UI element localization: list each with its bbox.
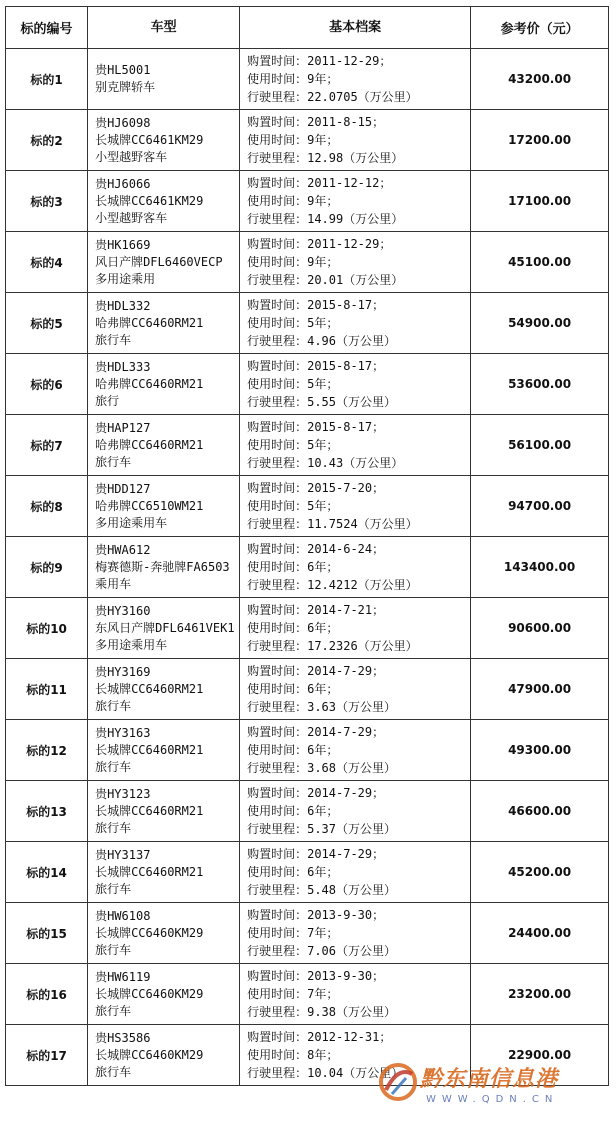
model-name: 长城牌CC6460RM21 (95, 681, 204, 696)
reference-price-cell: 49300.00 (471, 720, 609, 781)
plate-number: 贵HJ6098 (95, 115, 151, 130)
auction-table (5, 6, 609, 1086)
usage-time: 使用时间：5年； (247, 499, 339, 513)
model-type: 小型越野客车 (95, 149, 168, 164)
mileage: 行驶里程：5.55（万公里） (247, 395, 396, 409)
purchase-date: 购置时间：2015-8-17； (247, 359, 385, 373)
reference-price-cell: 56100.00 (471, 415, 609, 476)
purchase-date: 购置时间：2014-7-29； (247, 725, 385, 739)
plate-number: 贵HS3586 (95, 1030, 151, 1045)
plate-number: 贵HW6108 (95, 908, 151, 923)
plate-number: 贵HY3123 (95, 786, 151, 801)
mileage: 行驶里程：5.48（万公里） (247, 883, 396, 897)
reference-price-cell: 22900.00 (471, 1025, 609, 1086)
vehicle-model-cell (88, 842, 240, 903)
purchase-date: 购置时间：2012-12-31； (247, 1030, 392, 1044)
lot-id-cell: 标的9 (6, 537, 88, 598)
mileage: 行驶里程：22.0705（万公里） (247, 90, 418, 104)
model-type: 旅行车 (95, 332, 132, 347)
model-name: 长城牌CC6461KM29 (95, 132, 204, 147)
plate-number: 贵HJ6066 (95, 176, 151, 191)
reference-price-cell: 17100.00 (471, 171, 609, 232)
model-type: 旅行车 (95, 881, 132, 896)
plate-number: 贵HL5001 (95, 63, 151, 77)
model-name: 哈弗牌CC6460RM21 (95, 437, 204, 452)
usage-time: 使用时间：6年； (247, 560, 339, 574)
basic-info-cell (240, 842, 471, 903)
vehicle-model-cell (88, 49, 240, 110)
header-id: 标的编号 (6, 7, 88, 49)
usage-time: 使用时间：6年； (247, 865, 339, 879)
model-type: 旅行车 (95, 1003, 132, 1018)
purchase-date: 购置时间：2011-12-29； (247, 237, 392, 251)
mileage: 行驶里程：12.4212（万公里） (247, 578, 418, 592)
vehicle-model-cell (88, 110, 240, 171)
reference-price-cell: 23200.00 (471, 964, 609, 1025)
model-name: 风日产牌DFL6460VECP (95, 254, 223, 269)
table-row (6, 720, 609, 781)
vehicle-model-cell (88, 659, 240, 720)
reference-price-cell: 53600.00 (471, 354, 609, 415)
usage-time: 使用时间：8年； (247, 1048, 339, 1062)
plate-number: 贵HY3169 (95, 664, 151, 679)
lot-id-cell: 标的7 (6, 415, 88, 476)
usage-time: 使用时间：7年； (247, 926, 339, 940)
vehicle-model-cell (88, 781, 240, 842)
usage-time: 使用时间：5年； (247, 377, 339, 391)
table-body (6, 49, 609, 1086)
plate-number: 贵HDD127 (95, 481, 151, 496)
watermark-url: WWW.QDN.CN (426, 1094, 559, 1105)
model-type: 多用途乘用车 (95, 637, 168, 652)
usage-time: 使用时间：6年； (247, 621, 339, 635)
basic-info-cell (240, 720, 471, 781)
model-type: 多用途乘用车 (95, 515, 168, 530)
vehicle-model-cell (88, 232, 240, 293)
purchase-date: 购置时间：2015-8-17； (247, 420, 385, 434)
lot-id-cell: 标的17 (6, 1025, 88, 1086)
model-name: 长城牌CC6461KM29 (95, 193, 204, 208)
model-name: 东风日产牌DFL6461VEK1 (95, 620, 235, 635)
vehicle-model-cell (88, 903, 240, 964)
vehicle-model-cell (88, 476, 240, 537)
table-row (6, 110, 609, 171)
usage-time: 使用时间：6年； (247, 743, 339, 757)
purchase-date: 购置时间：2013-9-30； (247, 969, 385, 983)
header-price: 参考价（元） (471, 7, 609, 49)
purchase-date: 购置时间：2011-12-29； (247, 54, 392, 68)
model-name: 哈弗牌CC6460RM21 (95, 315, 204, 330)
usage-time: 使用时间：9年； (247, 72, 339, 86)
table-row (6, 354, 609, 415)
plate-number: 贵HK1669 (95, 237, 151, 252)
table-row (6, 171, 609, 232)
basic-info-cell (240, 598, 471, 659)
lot-id-cell: 标的11 (6, 659, 88, 720)
usage-time: 使用时间：9年； (247, 133, 339, 147)
model-type: 多用途乘用 (95, 271, 156, 286)
basic-info-cell (240, 537, 471, 598)
usage-time: 使用时间：5年； (247, 316, 339, 330)
header-info: 基本档案 (240, 7, 471, 49)
mileage: 行驶里程：20.01（万公里） (247, 273, 404, 287)
reference-price-cell: 17200.00 (471, 110, 609, 171)
model-type: 旅行 (95, 393, 120, 408)
lot-id-cell: 标的12 (6, 720, 88, 781)
vehicle-model-cell (88, 1025, 240, 1086)
watermark-text: 黔东南信息港 (420, 1066, 559, 1092)
mileage: 行驶里程：11.7524（万公里） (247, 517, 418, 531)
table-row (6, 49, 609, 110)
basic-info-cell (240, 49, 471, 110)
model-name: 长城牌CC6460RM21 (95, 803, 204, 818)
plate-number: 贵HWA612 (95, 542, 151, 557)
plate-number: 贵HY3160 (95, 603, 151, 618)
plate-number: 贵HAP127 (95, 420, 151, 435)
mileage: 行驶里程：10.43（万公里） (247, 456, 404, 470)
reference-price-cell: 45100.00 (471, 232, 609, 293)
model-name: 长城牌CC6460KM29 (95, 1047, 204, 1062)
vehicle-model-cell (88, 537, 240, 598)
purchase-date: 购置时间：2015-7-20； (247, 481, 385, 495)
reference-price-cell: 24400.00 (471, 903, 609, 964)
lot-id-cell: 标的13 (6, 781, 88, 842)
purchase-date: 购置时间：2014-7-29； (247, 786, 385, 800)
basic-info-cell (240, 110, 471, 171)
model-type: 旅行车 (95, 820, 132, 835)
lot-id-cell: 标的1 (6, 49, 88, 110)
plate-number: 贵HW6119 (95, 969, 151, 984)
vehicle-model-cell (88, 354, 240, 415)
mileage: 行驶里程：3.63（万公里） (247, 700, 396, 714)
lot-id-cell: 标的10 (6, 598, 88, 659)
mileage: 行驶里程：10.04（万公里） (247, 1066, 404, 1080)
lot-id-cell: 标的8 (6, 476, 88, 537)
basic-info-cell (240, 415, 471, 476)
reference-price-cell: 46600.00 (471, 781, 609, 842)
basic-info-cell (240, 476, 471, 537)
basic-info-cell (240, 659, 471, 720)
mileage: 行驶里程：3.68（万公里） (247, 761, 396, 775)
mileage: 行驶里程：14.99（万公里） (247, 212, 404, 226)
model-name: 梅赛德斯-奔驰牌FA6503 (95, 559, 230, 574)
basic-info-cell (240, 232, 471, 293)
reference-price-cell: 45200.00 (471, 842, 609, 903)
vehicle-model-cell (88, 964, 240, 1025)
reference-price-cell: 47900.00 (471, 659, 609, 720)
usage-time: 使用时间：6年； (247, 804, 339, 818)
vehicle-model-cell (88, 293, 240, 354)
lot-id-cell: 标的16 (6, 964, 88, 1025)
reference-price-cell: 43200.00 (471, 49, 609, 110)
plate-number: 贵HDL333 (95, 359, 151, 374)
plate-number: 贵HY3163 (95, 725, 151, 740)
reference-price-cell: 54900.00 (471, 293, 609, 354)
reference-price-cell: 143400.00 (471, 537, 609, 598)
lot-id-cell: 标的6 (6, 354, 88, 415)
reference-price-cell: 94700.00 (471, 476, 609, 537)
model-name: 长城牌CC6460RM21 (95, 864, 204, 879)
usage-time: 使用时间：9年； (247, 255, 339, 269)
model-type: 旅行车 (95, 1064, 132, 1079)
basic-info-cell (240, 171, 471, 232)
header-row (6, 7, 609, 49)
usage-time: 使用时间：5年； (247, 438, 339, 452)
lot-id-cell: 标的2 (6, 110, 88, 171)
basic-info-cell (240, 903, 471, 964)
usage-time: 使用时间：6年； (247, 682, 339, 696)
model-name: 长城牌CC6460RM21 (95, 742, 204, 757)
vehicle-model-cell (88, 415, 240, 476)
purchase-date: 购置时间：2015-8-17； (247, 298, 385, 312)
mileage: 行驶里程：9.38（万公里） (247, 1005, 396, 1019)
purchase-date: 购置时间：2011-8-15； (247, 115, 385, 129)
lot-id-cell: 标的14 (6, 842, 88, 903)
basic-info-cell (240, 781, 471, 842)
mileage: 行驶里程：4.96（万公里） (247, 334, 396, 348)
table-row (6, 1025, 609, 1086)
model-type: 旅行车 (95, 942, 132, 957)
model-name: 长城牌CC6460KM29 (95, 986, 204, 1001)
table-row (6, 903, 609, 964)
basic-info-cell (240, 964, 471, 1025)
table-row (6, 598, 609, 659)
plate-number: 贵HY3137 (95, 847, 151, 862)
usage-time: 使用时间：7年； (247, 987, 339, 1001)
table-row (6, 659, 609, 720)
basic-info-cell (240, 1025, 471, 1086)
model-type: 乘用车 (95, 576, 132, 591)
purchase-date: 购置时间：2014-7-29； (247, 847, 385, 861)
mileage: 行驶里程：7.06（万公里） (247, 944, 396, 958)
purchase-date: 购置时间：2014-6-24； (247, 542, 385, 556)
lot-id-cell: 标的5 (6, 293, 88, 354)
table-header (6, 7, 609, 49)
mileage: 行驶里程：5.37（万公里） (247, 822, 396, 836)
purchase-date: 购置时间：2011-12-12； (247, 176, 392, 190)
vehicle-model-cell (88, 720, 240, 781)
mileage: 行驶里程：17.2326（万公里） (247, 639, 418, 653)
purchase-date: 购置时间：2014-7-29； (247, 664, 385, 678)
vehicle-model-cell (88, 598, 240, 659)
basic-info-cell (240, 293, 471, 354)
lot-id-cell: 标的4 (6, 232, 88, 293)
header-model: 车型 (88, 7, 240, 49)
model-name: 哈弗牌CC6460RM21 (95, 376, 204, 391)
purchase-date: 购置时间：2014-7-21； (247, 603, 385, 617)
table-row (6, 476, 609, 537)
lot-id-cell: 标的15 (6, 903, 88, 964)
usage-time: 使用时间：9年； (247, 194, 339, 208)
lot-id-cell: 标的3 (6, 171, 88, 232)
table-row (6, 842, 609, 903)
table-row (6, 232, 609, 293)
model-name: 别克牌轿车 (95, 80, 156, 94)
mileage: 行驶里程：12.98（万公里） (247, 151, 404, 165)
reference-price-cell: 90600.00 (471, 598, 609, 659)
plate-number: 贵HDL332 (95, 298, 151, 313)
table-row (6, 537, 609, 598)
table-row (6, 293, 609, 354)
model-type: 旅行车 (95, 454, 132, 469)
table-row (6, 781, 609, 842)
table-row (6, 415, 609, 476)
model-type: 旅行车 (95, 759, 132, 774)
vehicle-model-cell (88, 171, 240, 232)
model-name: 哈弗牌CC6510WM21 (95, 498, 204, 513)
model-type: 旅行车 (95, 698, 132, 713)
purchase-date: 购置时间：2013-9-30； (247, 908, 385, 922)
basic-info-cell (240, 354, 471, 415)
table-row (6, 964, 609, 1025)
model-type: 小型越野客车 (95, 210, 168, 225)
model-name: 长城牌CC6460KM29 (95, 925, 204, 940)
